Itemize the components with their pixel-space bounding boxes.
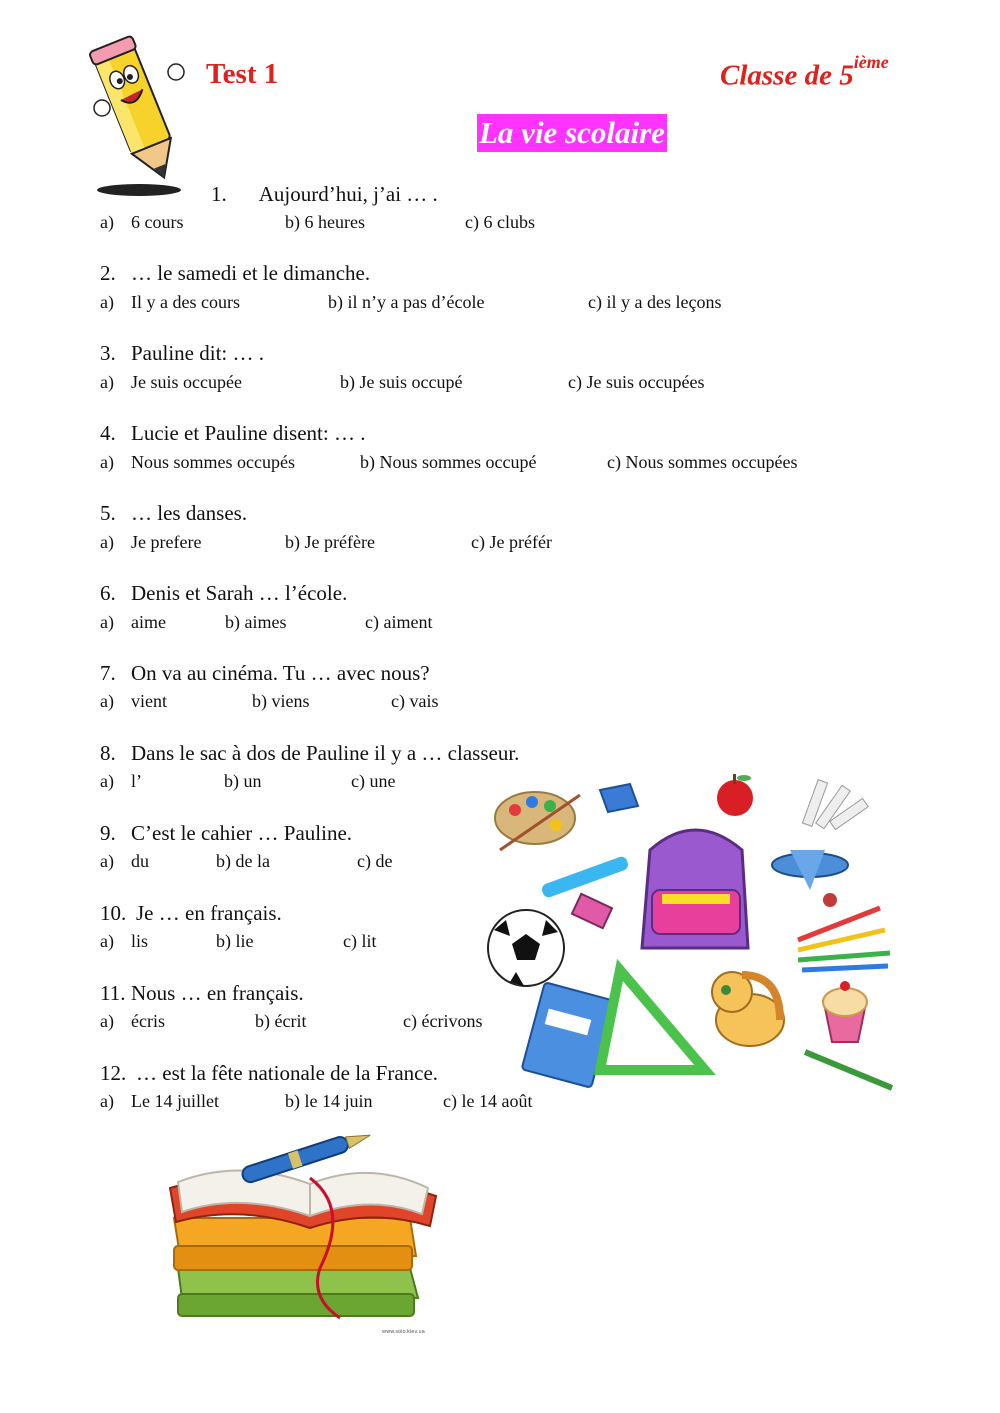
question-text: Dans le sac à dos de Pauline il y a … classeur. bbox=[131, 741, 520, 765]
option-c[interactable]: c) aiment bbox=[365, 612, 433, 632]
option-b[interactable]: b) il n’y a pas d’école bbox=[328, 292, 485, 312]
question-11: 11. bbox=[100, 981, 126, 1005]
option-c[interactable]: c) de bbox=[357, 851, 393, 871]
question-text: Je … en français. bbox=[136, 901, 282, 925]
backpack-icon bbox=[642, 830, 748, 948]
option-a[interactable]: a) bbox=[100, 532, 114, 552]
colored-pencils-icon bbox=[798, 908, 890, 970]
question-3: 3. bbox=[100, 341, 116, 365]
paint-tubes-icon bbox=[802, 780, 868, 830]
option-a-text[interactable]: aime bbox=[131, 612, 166, 632]
question-text: Pauline dit: … . bbox=[131, 341, 264, 365]
option-a-text[interactable]: lis bbox=[131, 931, 149, 951]
option-a[interactable]: a) bbox=[100, 1091, 114, 1111]
question-2: 2. bbox=[100, 261, 116, 285]
triangle-ruler-icon bbox=[600, 970, 705, 1070]
option-b[interactable]: b) Je suis occupé bbox=[340, 372, 463, 392]
option-b[interactable]: b) aimes bbox=[225, 612, 287, 632]
question-text: Lucie et Pauline disent: … . bbox=[131, 421, 366, 445]
soccer-ball-icon bbox=[488, 910, 564, 986]
option-c[interactable]: c) Nous sommes occupées bbox=[607, 452, 798, 472]
option-b[interactable]: b) Nous sommes occupé bbox=[360, 452, 537, 472]
option-a[interactable]: a) bbox=[100, 292, 114, 312]
option-c[interactable]: c) lit bbox=[343, 931, 377, 951]
question-8: 8. bbox=[100, 741, 116, 765]
option-a[interactable]: a) bbox=[100, 372, 114, 392]
option-a[interactable]: a) bbox=[100, 452, 114, 472]
option-a[interactable]: a) bbox=[100, 212, 114, 232]
question-number: 1. bbox=[211, 182, 227, 206]
page-subtitle: La vie scolaire bbox=[479, 115, 665, 150]
option-a-text[interactable]: écris bbox=[131, 1011, 165, 1031]
option-a[interactable]: a) bbox=[100, 612, 114, 632]
pencil-mascot-illustration bbox=[84, 30, 194, 200]
question-text: C’est le cahier … Pauline. bbox=[131, 821, 353, 845]
option-a-text[interactable]: Nous sommes occupés bbox=[131, 452, 295, 472]
option-c[interactable]: c) 6 clubs bbox=[465, 212, 535, 232]
option-a-text[interactable]: Je prefere bbox=[131, 532, 202, 552]
sharpener-icon bbox=[600, 784, 638, 812]
option-b[interactable]: b) un bbox=[224, 771, 262, 791]
option-c[interactable]: c) vais bbox=[391, 691, 439, 711]
option-c[interactable]: c) le 14 août bbox=[443, 1091, 533, 1111]
option-a-text[interactable]: Je suis occupée bbox=[131, 372, 242, 392]
question-5: 5. bbox=[100, 501, 116, 525]
option-b[interactable]: b) Je préfère bbox=[285, 532, 375, 552]
cupcake-icon bbox=[823, 981, 867, 1042]
option-a-text[interactable]: vient bbox=[131, 691, 167, 711]
question-text: … est la fête nationale de la France. bbox=[136, 1061, 439, 1085]
option-a[interactable]: a) bbox=[100, 1011, 114, 1031]
toy-airplane-icon bbox=[772, 850, 848, 907]
option-c[interactable]: c) il y a des leçons bbox=[588, 292, 722, 312]
option-c[interactable]: c) Je suis occupées bbox=[568, 372, 705, 392]
question-9: 9. bbox=[100, 821, 116, 845]
books-illustration bbox=[160, 1118, 450, 1340]
class-label: Classe de 5ième bbox=[720, 52, 889, 92]
option-b[interactable]: b) le 14 juin bbox=[285, 1091, 373, 1111]
question-text: Nous … en français. bbox=[131, 981, 304, 1005]
option-b[interactable]: b) lie bbox=[216, 931, 254, 951]
question-text: … les danses. bbox=[131, 501, 248, 525]
option-a-text[interactable]: Il y a des cours bbox=[131, 292, 240, 312]
question-text: On va au cinéma. Tu … avec nous? bbox=[131, 661, 430, 685]
green-pencil-icon bbox=[805, 1052, 892, 1088]
test-title: Test 1 bbox=[206, 58, 279, 90]
option-a[interactable]: a) bbox=[100, 691, 114, 711]
option-c[interactable]: c) écrivons bbox=[403, 1011, 483, 1031]
question-7: 7. bbox=[100, 661, 116, 685]
question-6: 6. bbox=[100, 581, 116, 605]
question-12: 12. bbox=[100, 1061, 127, 1085]
option-b[interactable]: b) viens bbox=[252, 691, 310, 711]
books-watermark: www.solo.kiev.ua bbox=[382, 1329, 425, 1335]
option-a-text[interactable]: Le 14 juillet bbox=[131, 1091, 219, 1111]
option-b[interactable]: b) 6 heures bbox=[285, 212, 365, 232]
option-b[interactable]: b) de la bbox=[216, 851, 270, 871]
option-a-text[interactable]: l’ bbox=[131, 771, 142, 791]
option-c[interactable]: c) une bbox=[351, 771, 396, 791]
question-text: Denis et Sarah … l’école. bbox=[131, 581, 348, 605]
school-supplies-illustration bbox=[480, 770, 900, 1100]
option-a[interactable]: a) bbox=[100, 851, 114, 871]
question-text: Aujourd’hui, j’ai … . bbox=[258, 182, 438, 206]
question-10: 10. bbox=[100, 901, 127, 925]
option-a[interactable]: a) bbox=[100, 771, 114, 791]
apple-icon bbox=[717, 774, 753, 816]
question-4: 4. bbox=[100, 421, 116, 445]
question-1 bbox=[211, 182, 438, 207]
eraser-icon bbox=[572, 894, 612, 928]
question-text: … le samedi et le dimanche. bbox=[131, 261, 371, 285]
toy-pony-icon bbox=[712, 972, 784, 1046]
option-a[interactable]: a) bbox=[100, 931, 114, 951]
option-a-text[interactable]: 6 cours bbox=[131, 212, 184, 232]
paint-palette-icon bbox=[495, 792, 580, 850]
option-c[interactable]: c) Je préfér bbox=[471, 532, 552, 552]
option-a-text[interactable]: du bbox=[131, 851, 149, 871]
comb-icon bbox=[540, 855, 629, 899]
option-b[interactable]: b) écrit bbox=[255, 1011, 307, 1031]
